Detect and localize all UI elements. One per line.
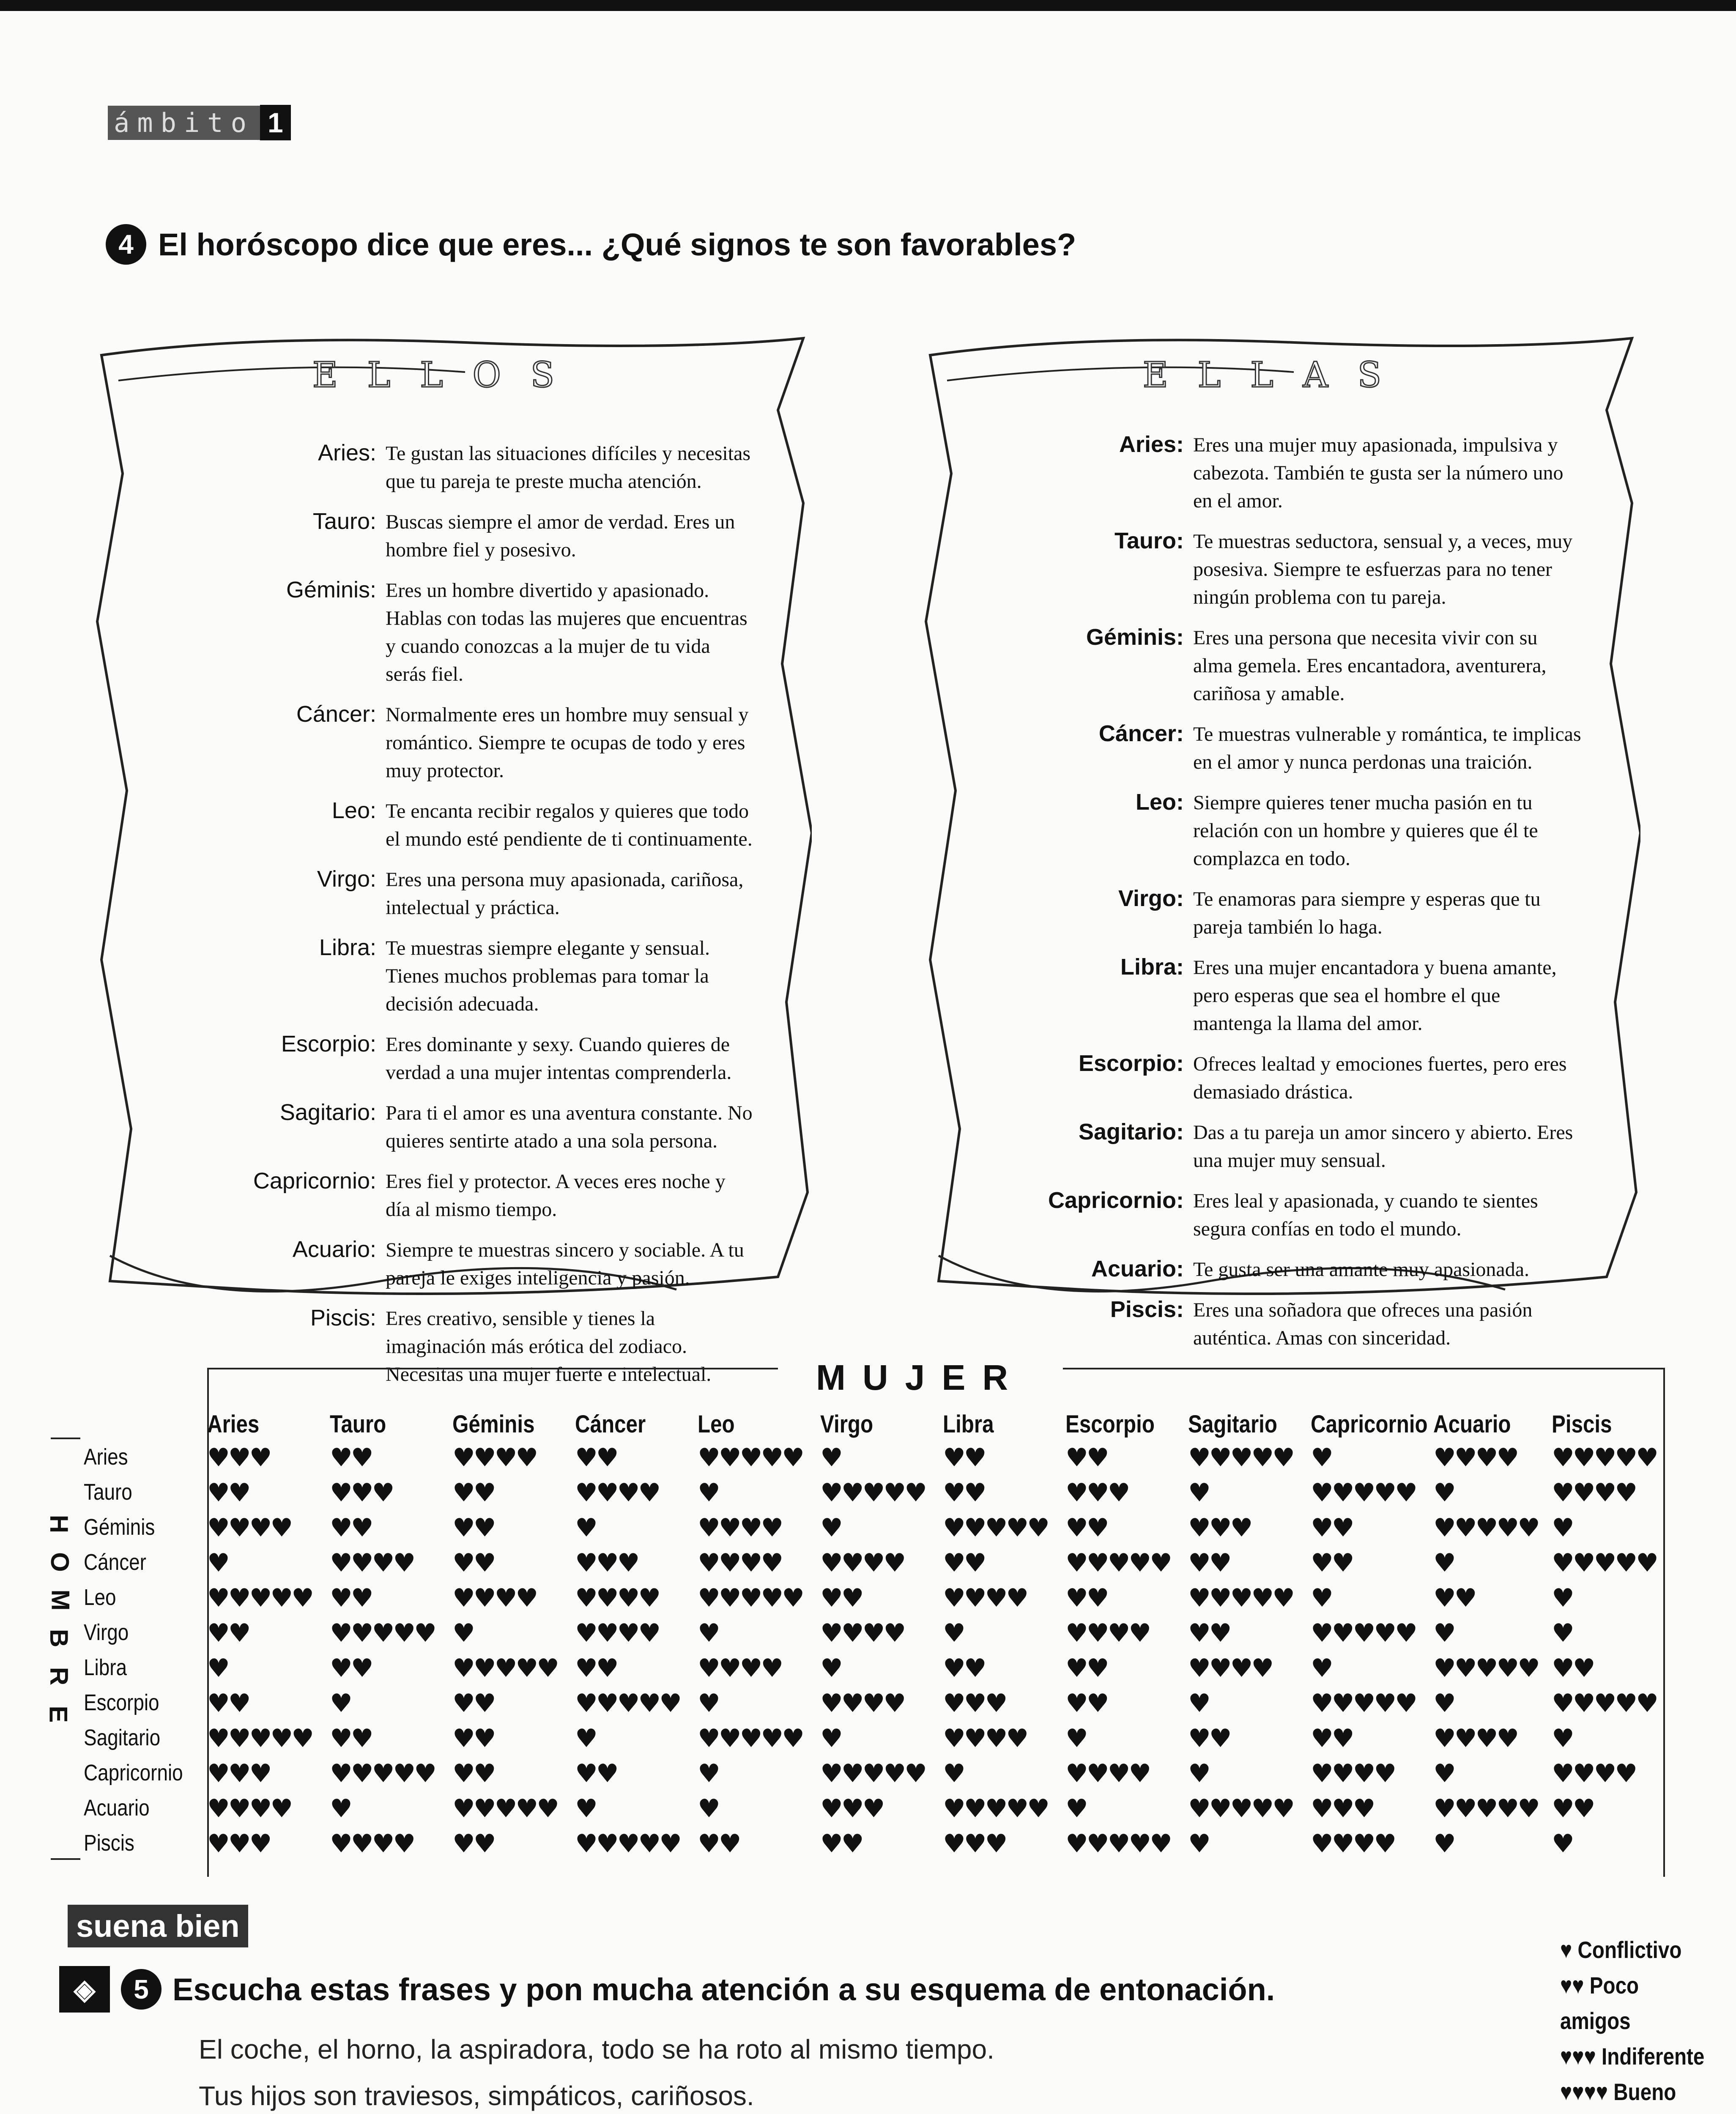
side-label-letter: E bbox=[44, 1706, 73, 1723]
legend-item bbox=[1560, 2110, 1710, 2114]
column-header: Capricornio bbox=[1311, 1410, 1428, 1438]
row-header: Tauro bbox=[84, 1479, 132, 1505]
legend-label: Indiferente bbox=[1602, 2043, 1705, 2070]
exercise-4-heading bbox=[106, 224, 1076, 265]
sign-name: Aries: bbox=[318, 440, 376, 466]
hearts-cell: ♥ bbox=[330, 1794, 351, 1824]
hearts-cell: ♥♥♥♥♥ bbox=[820, 1759, 926, 1788]
sign-name: Libra: bbox=[319, 935, 376, 960]
hearts-cell: ♥♥♥♥ bbox=[452, 1583, 537, 1613]
hearts-cell: ♥♥ bbox=[575, 1443, 617, 1473]
ellos-sign-sagitario bbox=[135, 1099, 753, 1155]
hearts-cell: ♥♥♥♥♥ bbox=[943, 1794, 1048, 1824]
row-header: Acuario bbox=[84, 1795, 150, 1821]
hearts-cell: ♥ bbox=[1552, 1724, 1573, 1753]
hearts-cell: ♥♥♥ bbox=[207, 1829, 271, 1859]
hearts-cell: ♥ bbox=[943, 1618, 964, 1648]
hearts-cell: ♥♥♥♥ bbox=[1552, 1759, 1636, 1788]
ellas-sign-piscis bbox=[964, 1296, 1581, 1352]
row-header: Capricornio bbox=[84, 1760, 183, 1785]
hearts-cell: ♥♥♥♥ bbox=[1311, 1759, 1395, 1788]
hearts-cell: ♥ bbox=[1065, 1724, 1087, 1753]
sign-text: Eres una persona muy apasionada, cariñosa, intelectual y práctica. bbox=[386, 868, 744, 919]
hearts-cell: ♥♥♥♥♥ bbox=[207, 1583, 312, 1613]
hearts-cell: ♥♥♥ bbox=[207, 1443, 271, 1473]
hearts-cell: ♥♥ bbox=[1065, 1654, 1108, 1683]
hearts-cell: ♥♥♥♥♥ bbox=[1552, 1443, 1657, 1473]
hearts-cell: ♥♥♥♥♥ bbox=[1065, 1548, 1171, 1578]
hearts-cell: ♥♥♥♥ bbox=[330, 1548, 414, 1578]
sign-text: Te enamoras para siempre y esperas que tu pareja también lo haga. bbox=[1193, 888, 1541, 938]
hearts-cell: ♥♥ bbox=[1188, 1618, 1230, 1648]
hearts-cell: ♥♥ bbox=[330, 1654, 372, 1683]
hearts-cell: ♥♥ bbox=[943, 1443, 985, 1473]
sign-name: Escorpio: bbox=[1078, 1051, 1184, 1076]
sign-name: Capricornio: bbox=[253, 1168, 376, 1194]
hearts-cell: ♥♥ bbox=[575, 1759, 617, 1788]
hearts-cell: ♥ bbox=[207, 1548, 228, 1578]
hearts-cell: ♥♥♥♥ bbox=[330, 1829, 414, 1859]
sign-text: Te muestras siempre elegante y sensual. Tienes muchos problemas para tomar la decisión adecuada. bbox=[386, 937, 710, 1015]
ellas-sign-capricornio bbox=[964, 1187, 1581, 1243]
exercise-5-title: Escucha estas frases y pon mucha atención a su esquema de entonación. bbox=[173, 1972, 1275, 2007]
hearts-cell: ♥♥ bbox=[452, 1724, 495, 1753]
ellos-sign-acuario bbox=[135, 1236, 753, 1292]
sign-name: Acuario: bbox=[292, 1237, 376, 1262]
sign-name: Virgo: bbox=[1118, 886, 1184, 911]
ellas-sign-libra bbox=[964, 954, 1581, 1038]
hearts-cell: ♥♥♥♥♥ bbox=[575, 1829, 680, 1859]
column-header: Libra bbox=[943, 1410, 994, 1438]
side-label-letter: R bbox=[45, 1667, 74, 1686]
hearts-cell: ♥♥♥♥♥ bbox=[1188, 1443, 1293, 1473]
hearts-cell: ♥ bbox=[1552, 1618, 1573, 1648]
sign-text: Eres leal y apasionada, y cuando te sientes segura confías en todo el mundo. bbox=[1193, 1190, 1538, 1240]
sign-name: Géminis: bbox=[1086, 624, 1184, 650]
hearts-cell: ♥♥♥♥ bbox=[820, 1618, 905, 1648]
ambito-label: ámbito bbox=[108, 106, 260, 140]
hearts-cell: ♥ bbox=[452, 1618, 474, 1648]
legend-label: Poco amigos bbox=[1560, 1972, 1639, 2034]
ambito-number: 1 bbox=[260, 105, 291, 140]
hearts-cell: ♥♥♥♥♥ bbox=[1433, 1513, 1539, 1543]
heart-icon: ♥ bbox=[1560, 1936, 1578, 1963]
hearts-cell: ♥♥♥ bbox=[575, 1548, 638, 1578]
sign-name: Capricornio: bbox=[1048, 1188, 1184, 1213]
hearts-cell: ♥♥♥ bbox=[1065, 1478, 1129, 1508]
hearts-cell: ♥♥♥♥♥ bbox=[1188, 1794, 1293, 1824]
hearts-cell: ♥ bbox=[698, 1478, 719, 1508]
hearts-cell: ♥♥ bbox=[1065, 1513, 1108, 1543]
column-header: Tauro bbox=[330, 1410, 386, 1438]
hearts-cell: ♥ bbox=[1552, 1513, 1573, 1543]
row-header: Escorpio bbox=[84, 1690, 159, 1715]
hearts-cell: ♥♥ bbox=[1188, 1724, 1230, 1753]
hearts-cell: ♥ bbox=[820, 1513, 841, 1543]
hearts-cell: ♥♥♥♥ bbox=[1552, 1478, 1636, 1508]
hearts-cell: ♥♥ bbox=[575, 1654, 617, 1683]
sign-text: Te gustan las situaciones difíciles y necesitas que tu pareja te preste mucha atención. bbox=[386, 442, 751, 493]
table-left-tick-bottom bbox=[51, 1858, 80, 1860]
hearts-cell: ♥♥♥♥ bbox=[943, 1583, 1027, 1613]
hearts-cell: ♥ bbox=[1552, 1583, 1573, 1613]
hearts-cell: ♥♥♥ bbox=[1188, 1513, 1251, 1543]
section-badge bbox=[108, 105, 291, 140]
ellas-sign-tauro bbox=[964, 528, 1581, 611]
column-header: Piscis bbox=[1552, 1410, 1612, 1438]
hearts-cell: ♥♥♥♥♥ bbox=[330, 1618, 435, 1648]
ellas-sign-aries bbox=[964, 431, 1581, 515]
legend-label: Bueno bbox=[1613, 2078, 1676, 2105]
hearts-cell: ♥♥♥ bbox=[943, 1689, 1006, 1718]
audio-icon[interactable]: ◈ bbox=[59, 1966, 110, 2013]
hearts-cell: ♥♥♥♥ bbox=[575, 1583, 660, 1613]
sign-text: Eres una mujer encantadora y buena amante, pero esperas que sea el hombre el que mantenga la llama del amor. bbox=[1193, 956, 1557, 1035]
hearts-cell: ♥♥ bbox=[330, 1513, 372, 1543]
ellas-list bbox=[964, 431, 1581, 1365]
ellas-scroll bbox=[913, 326, 1640, 1349]
hearts-cell: ♥♥ bbox=[452, 1759, 495, 1788]
ellas-sign-leo bbox=[964, 789, 1581, 873]
hearts-cell: ♥♥♥♥♥ bbox=[820, 1478, 926, 1508]
heart-icon: ♥♥ bbox=[1560, 1972, 1590, 1999]
legend-item bbox=[1560, 1968, 1710, 2039]
sign-text: Eres fiel y protector. A veces eres noche y día al mismo tiempo. bbox=[386, 1170, 726, 1221]
hearts-cell: ♥ bbox=[1433, 1689, 1454, 1718]
column-header: Sagitario bbox=[1188, 1410, 1277, 1438]
exercise-number-4: 4 bbox=[106, 224, 146, 265]
sign-text: Eres una mujer muy apasionada, impulsiva y cabezota. También te gusta ser la número uno en el amor. bbox=[1193, 434, 1563, 512]
legend-item bbox=[1560, 1932, 1710, 1968]
sign-text: Normalmente eres un hombre muy sensual y romántico. Siempre te ocupas de todo y eres muy protector. bbox=[386, 704, 749, 782]
sign-name: Piscis: bbox=[310, 1305, 376, 1331]
row-header: Piscis bbox=[84, 1830, 134, 1856]
sign-text: Te gusta ser una amante muy apasionada. bbox=[1193, 1258, 1530, 1281]
exercise-number-5: 5 bbox=[121, 1969, 162, 2010]
side-label-letter: H bbox=[45, 1514, 74, 1533]
hearts-cell: ♥♥ bbox=[943, 1654, 985, 1683]
sign-name: Libra: bbox=[1120, 954, 1184, 980]
column-header: Acuario bbox=[1433, 1410, 1511, 1438]
legend-item bbox=[1560, 2074, 1710, 2110]
hearts-cell: ♥♥♥♥ bbox=[575, 1478, 660, 1508]
legend-label: Conflictivo bbox=[1577, 1936, 1682, 1963]
hearts-cell: ♥♥♥♥ bbox=[820, 1548, 905, 1578]
hearts-cell: ♥ bbox=[1311, 1443, 1332, 1473]
hearts-cell: ♥♥ bbox=[452, 1513, 495, 1543]
hearts-cell: ♥♥♥♥♥ bbox=[1552, 1548, 1657, 1578]
ellos-sign-virgo bbox=[135, 866, 753, 922]
hearts-cell: ♥♥♥♥ bbox=[1433, 1724, 1518, 1753]
hearts-cell: ♥♥ bbox=[820, 1583, 863, 1613]
ellos-sign-libra bbox=[135, 934, 753, 1018]
hearts-cell: ♥♥♥♥♥ bbox=[1188, 1583, 1293, 1613]
hearts-cell: ♥♥♥ bbox=[943, 1829, 1006, 1859]
hearts-cell: ♥♥♥♥♥ bbox=[452, 1654, 558, 1683]
sign-name: Sagitario: bbox=[279, 1100, 376, 1125]
sign-name: Tauro: bbox=[1114, 528, 1184, 553]
side-label-letter: O bbox=[45, 1552, 74, 1572]
hearts-cell: ♥ bbox=[1188, 1689, 1209, 1718]
hearts-cell: ♥ bbox=[943, 1759, 964, 1788]
hearts-cell: ♥♥ bbox=[1065, 1443, 1108, 1473]
hearts-cell: ♥♥♥♥ bbox=[575, 1618, 660, 1648]
sign-name: Escorpio: bbox=[281, 1031, 376, 1057]
hearts-cell: ♥♥♥♥♥ bbox=[1433, 1794, 1539, 1824]
ellos-sign-tauro bbox=[135, 508, 753, 564]
hearts-cell: ♥♥ bbox=[452, 1829, 495, 1859]
hearts-cell: ♥♥♥♥♥ bbox=[698, 1724, 803, 1753]
hearts-cell: ♥ bbox=[1188, 1829, 1209, 1859]
hearts-cell: ♥♥♥♥ bbox=[207, 1794, 292, 1824]
hearts-cell: ♥♥ bbox=[1433, 1583, 1476, 1613]
hearts-cell: ♥ bbox=[207, 1654, 228, 1683]
hearts-cell: ♥♥♥♥♥ bbox=[1552, 1689, 1657, 1718]
sign-name: Leo: bbox=[331, 798, 376, 823]
exercise-5-heading bbox=[59, 1966, 1275, 2013]
hearts-cell: ♥♥ bbox=[1311, 1513, 1353, 1543]
hearts-cell: ♥ bbox=[1433, 1548, 1454, 1578]
ellos-sign-capricornio bbox=[135, 1168, 753, 1224]
ellas-sign-sagitario bbox=[964, 1119, 1581, 1175]
sign-text: Eres un hombre divertido y apasionado. Hablas con todas las mujeres que encuentras y cuando conozcas a la mujer de tu vida serás fiel. bbox=[386, 579, 748, 685]
table-left-tick-top bbox=[51, 1438, 80, 1439]
phrase-2: Tus hijos son traviesos, simpáticos, cariñosos. bbox=[199, 2081, 754, 2111]
sign-name: Sagitario: bbox=[1078, 1119, 1184, 1145]
hearts-cell: ♥ bbox=[575, 1794, 596, 1824]
sign-text: Eres una soñadora que ofreces una pasión auténtica. Amas con sinceridad. bbox=[1193, 1299, 1533, 1349]
hearts-cell: ♥♥♥♥♥ bbox=[330, 1759, 435, 1788]
sign-text: Ofreces lealtad y emociones fuertes, pero eres demasiado drástica. bbox=[1193, 1053, 1567, 1103]
hearts-cell: ♥ bbox=[575, 1513, 596, 1543]
hearts-cell: ♥ bbox=[698, 1794, 719, 1824]
hearts-cell: ♥ bbox=[698, 1759, 719, 1788]
hearts-cell: ♥♥ bbox=[1188, 1548, 1230, 1578]
hearts-cell: ♥ bbox=[1433, 1618, 1454, 1648]
sign-text: Te muestras seductora, sensual y, a veces, muy posesiva. Siempre te esfuerzas para no tener ningún problema con tu pareja. bbox=[1193, 530, 1573, 608]
legend-item bbox=[1560, 2039, 1710, 2074]
row-header: Virgo bbox=[84, 1620, 129, 1645]
hearts-cell: ♥♥♥♥ bbox=[1188, 1654, 1273, 1683]
sign-text: Siempre quieres tener mucha pasión en tu relación con un hombre y quieres que él te complazca en todo. bbox=[1193, 791, 1538, 870]
hearts-cell: ♥♥♥♥♥ bbox=[698, 1443, 803, 1473]
hearts-cell: ♥ bbox=[575, 1724, 596, 1753]
hearts-cell: ♥ bbox=[330, 1689, 351, 1718]
column-header: Leo bbox=[698, 1410, 735, 1438]
heart-icon: ♥♥♥ bbox=[1560, 2043, 1602, 2070]
hearts-cell: ♥♥ bbox=[943, 1478, 985, 1508]
hearts-cell: ♥ bbox=[698, 1689, 719, 1718]
column-header: Géminis bbox=[452, 1410, 535, 1438]
exercise-4-title: El horóscopo dice que eres... ¿Qué signos te son favorables? bbox=[158, 227, 1076, 262]
ellos-sign-leo bbox=[135, 797, 753, 853]
sign-name: Cáncer: bbox=[296, 701, 376, 727]
row-header: Sagitario bbox=[84, 1725, 161, 1750]
hearts-cell: ♥♥ bbox=[207, 1618, 249, 1648]
hearts-cell: ♥ bbox=[820, 1724, 841, 1753]
sign-text: Eres dominante y sexy. Cuando quieres de verdad a una mujer intentas comprenderla. bbox=[386, 1033, 732, 1084]
hearts-cell: ♥♥ bbox=[1552, 1794, 1594, 1824]
hearts-cell: ♥ bbox=[1311, 1654, 1332, 1683]
hearts-cell: ♥♥♥♥♥ bbox=[1311, 1618, 1416, 1648]
hearts-cell: ♥♥♥♥♥ bbox=[1311, 1689, 1416, 1718]
hearts-cell: ♥♥ bbox=[698, 1829, 740, 1859]
table-title: MUJER bbox=[778, 1357, 1063, 1398]
hearts-cell: ♥♥♥♥♥ bbox=[1065, 1829, 1171, 1859]
hearts-cell: ♥♥ bbox=[330, 1443, 372, 1473]
hearts-cell: ♥♥♥♥ bbox=[452, 1443, 537, 1473]
hearts-cell: ♥♥ bbox=[330, 1724, 372, 1753]
hearts-cell: ♥♥♥♥ bbox=[820, 1689, 905, 1718]
hearts-cell: ♥♥ bbox=[1552, 1654, 1594, 1683]
hearts-cell: ♥ bbox=[820, 1443, 841, 1473]
side-label-letter: B bbox=[45, 1629, 74, 1648]
hearts-cell: ♥♥ bbox=[330, 1583, 372, 1613]
column-header: Escorpio bbox=[1065, 1410, 1155, 1438]
hearts-cell: ♥♥♥ bbox=[1311, 1794, 1374, 1824]
hearts-cell: ♥♥ bbox=[1065, 1583, 1108, 1613]
ellas-sign-cancer bbox=[964, 720, 1581, 776]
sign-text: Buscas siempre el amor de verdad. Eres un hombre fiel y posesivo. bbox=[386, 511, 735, 561]
hearts-cell: ♥♥♥♥ bbox=[1311, 1829, 1395, 1859]
hearts-cell: ♥♥ bbox=[1065, 1689, 1108, 1718]
phrase-1: El coche, el horno, la aspiradora, todo se ha roto al mismo tiempo. bbox=[199, 2034, 994, 2065]
hearts-cell: ♥ bbox=[1433, 1829, 1454, 1859]
hearts-cell: ♥ bbox=[1311, 1583, 1332, 1613]
hearts-cell: ♥♥♥ bbox=[330, 1478, 393, 1508]
sign-name: Virgo: bbox=[317, 866, 376, 892]
row-header: Aries bbox=[84, 1444, 128, 1470]
hearts-cell: ♥♥ bbox=[1311, 1724, 1353, 1753]
sign-name: Piscis: bbox=[1110, 1297, 1184, 1322]
ellos-sign-cancer bbox=[135, 701, 753, 785]
ellas-sign-acuario bbox=[964, 1256, 1581, 1284]
ellos-title: ELLOS bbox=[312, 355, 584, 395]
column-header: Virgo bbox=[820, 1410, 873, 1438]
hearts-cell: ♥♥ bbox=[820, 1829, 863, 1859]
hearts-cell: ♥♥ bbox=[452, 1478, 495, 1508]
hearts-cell: ♥♥♥♥♥ bbox=[207, 1724, 312, 1753]
ellos-list bbox=[135, 440, 753, 1401]
hearts-cell: ♥♥♥♥ bbox=[1065, 1618, 1150, 1648]
hearts-cell: ♥ bbox=[820, 1654, 841, 1683]
hearts-cell: ♥ bbox=[1188, 1759, 1209, 1788]
row-header: Géminis bbox=[84, 1514, 155, 1540]
hearts-cell: ♥ bbox=[1188, 1478, 1209, 1508]
sign-text: Para ti el amor es una aventura constante. No quieres sentirte atado a una sola persona. bbox=[386, 1102, 753, 1152]
ellos-sign-escorpio bbox=[135, 1031, 753, 1087]
hearts-cell: ♥ bbox=[698, 1618, 719, 1648]
sign-name: Cáncer: bbox=[1098, 721, 1184, 746]
hearts-cell: ♥♥ bbox=[1311, 1548, 1353, 1578]
heart-icon: ♥♥♥♥ bbox=[1560, 2078, 1614, 2105]
top-border bbox=[0, 0, 1736, 11]
hearts-cell: ♥♥♥♥♥ bbox=[943, 1513, 1048, 1543]
ellas-title: ELLAS bbox=[1142, 355, 1411, 395]
sign-name: Géminis: bbox=[286, 577, 376, 602]
side-label-letter: M bbox=[46, 1589, 75, 1611]
hearts-cell: ♥♥ bbox=[452, 1548, 495, 1578]
hearts-cell: ♥♥ bbox=[452, 1689, 495, 1718]
hearts-cell: ♥♥♥♥♥ bbox=[1433, 1654, 1539, 1683]
hearts-cell: ♥♥♥♥♥ bbox=[698, 1583, 803, 1613]
ellos-scroll bbox=[85, 326, 812, 1386]
sign-name: Acuario: bbox=[1091, 1256, 1184, 1282]
hearts-cell: ♥♥ bbox=[207, 1689, 249, 1718]
ellos-sign-geminis bbox=[135, 577, 753, 688]
hearts-cell: ♥♥♥ bbox=[207, 1759, 271, 1788]
sign-text: Eres creativo, sensible y tienes la imaginación más erótica del zodiaco. Necesitas una mujer fuerte e intelectual. bbox=[386, 1307, 712, 1386]
hearts-cell: ♥♥♥♥ bbox=[1065, 1759, 1150, 1788]
ellas-sign-virgo bbox=[964, 885, 1581, 941]
hearts-cell: ♥ bbox=[1433, 1759, 1454, 1788]
sign-text: Te encanta recibir regalos y quieres que todo el mundo esté pendiente de ti continuamente. bbox=[386, 800, 753, 850]
sign-name: Tauro: bbox=[312, 509, 376, 534]
hearts-cell: ♥♥ bbox=[207, 1478, 249, 1508]
hearts-cell: ♥♥♥♥ bbox=[698, 1548, 782, 1578]
hearts-cell: ♥♥♥♥ bbox=[943, 1724, 1027, 1753]
ellas-sign-escorpio bbox=[964, 1050, 1581, 1106]
hearts-cell: ♥♥♥♥ bbox=[698, 1513, 782, 1543]
column-header: Aries bbox=[207, 1410, 260, 1438]
hearts-legend bbox=[1560, 1932, 1710, 2114]
sign-name: Leo: bbox=[1136, 789, 1184, 815]
sign-text: Siempre te muestras sincero y sociable. A tu pareja le exiges inteligencia y pasión. bbox=[386, 1239, 744, 1289]
hearts-cell: ♥♥♥ bbox=[820, 1794, 884, 1824]
hearts-cell: ♥♥♥♥ bbox=[207, 1513, 292, 1543]
row-header: Libra bbox=[84, 1655, 127, 1680]
hearts-cell: ♥ bbox=[1433, 1478, 1454, 1508]
hearts-cell: ♥♥♥♥♥ bbox=[575, 1689, 680, 1718]
hearts-cell: ♥ bbox=[1065, 1794, 1087, 1824]
sign-text: Eres una persona que necesita vivir con su alma gemela. Eres encantadora, aventurera, cariñosa y amable. bbox=[1193, 627, 1547, 705]
hearts-cell: ♥♥♥♥ bbox=[1433, 1443, 1518, 1473]
hearts-cell: ♥♥♥♥ bbox=[698, 1654, 782, 1683]
ellos-sign-aries bbox=[135, 440, 753, 496]
column-header: Cáncer bbox=[575, 1410, 646, 1438]
row-header: Leo bbox=[84, 1585, 116, 1610]
suena-bien-badge: suena bien bbox=[68, 1905, 248, 1947]
hearts-cell: ♥ bbox=[1552, 1829, 1573, 1859]
hearts-cell: ♥♥♥♥♥ bbox=[1311, 1478, 1416, 1508]
ellas-sign-geminis bbox=[964, 624, 1581, 708]
sign-name: Aries: bbox=[1119, 432, 1184, 457]
hearts-cell: ♥♥ bbox=[943, 1548, 985, 1578]
sign-text: Das a tu pareja un amor sincero y abierto. Eres una mujer muy sensual. bbox=[1193, 1121, 1573, 1172]
sign-text: Te muestras vulnerable y romántica, te implicas en el amor y nunca perdonas una traición. bbox=[1193, 723, 1581, 773]
hearts-cell: ♥♥♥♥♥ bbox=[452, 1794, 558, 1824]
row-header: Cáncer bbox=[84, 1550, 146, 1575]
